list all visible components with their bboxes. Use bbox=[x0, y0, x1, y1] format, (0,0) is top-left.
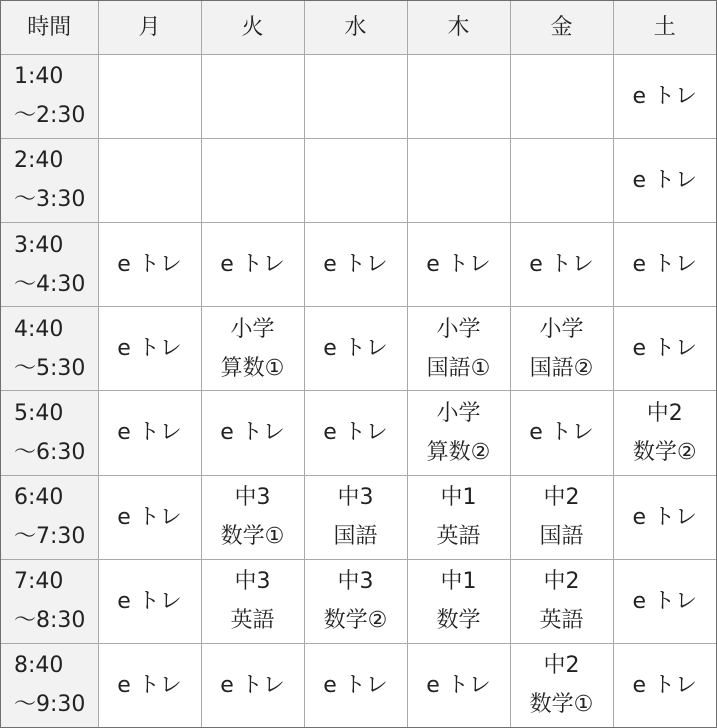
class-cell-wed bbox=[304, 223, 407, 307]
class-label: 数学① bbox=[220, 524, 285, 550]
class-cell-thu bbox=[407, 475, 510, 559]
class-cell-tue bbox=[201, 643, 304, 727]
header-row bbox=[1, 1, 716, 54]
class-cell-mon bbox=[98, 643, 201, 727]
class-label: 小学 bbox=[436, 400, 481, 426]
class-label: e トレ bbox=[117, 252, 182, 278]
class-cell-mon bbox=[98, 475, 201, 559]
class-label: 小学 bbox=[230, 316, 275, 342]
time-start: 6:40 bbox=[14, 485, 64, 511]
class-label: e トレ bbox=[117, 672, 182, 698]
timetable-row bbox=[1, 559, 716, 643]
class-label: 国語② bbox=[529, 355, 594, 381]
class-label: 中2 bbox=[646, 400, 683, 426]
time-end: ～4:30 bbox=[14, 271, 86, 297]
time-end: ～5:30 bbox=[14, 355, 86, 381]
class-cell-thu bbox=[407, 138, 510, 222]
class-cell-sat bbox=[613, 643, 716, 727]
class-cell-mon bbox=[98, 307, 201, 391]
class-cell-mon bbox=[98, 138, 201, 222]
class-label: 中3 bbox=[337, 569, 374, 595]
class-label: 英語 bbox=[539, 608, 584, 634]
class-cell-fri bbox=[510, 643, 613, 727]
class-cell-wed bbox=[304, 54, 407, 138]
time-slot bbox=[1, 54, 98, 138]
class-label: e トレ bbox=[426, 252, 491, 278]
timetable-row bbox=[1, 391, 716, 475]
class-label: 中3 bbox=[234, 485, 271, 511]
class-cell-wed bbox=[304, 391, 407, 475]
class-label: e トレ bbox=[632, 504, 698, 530]
class-cell-tue bbox=[201, 391, 304, 475]
class-label: 中1 bbox=[440, 485, 477, 511]
time-end: ～7:30 bbox=[14, 524, 86, 550]
time-start: 2:40 bbox=[14, 148, 64, 174]
class-label: 数学 bbox=[436, 608, 481, 634]
class-cell-sat bbox=[613, 559, 716, 643]
time-end: ～3:30 bbox=[14, 187, 86, 213]
class-label: e トレ bbox=[632, 336, 698, 362]
class-cell-mon bbox=[98, 223, 201, 307]
class-cell-wed bbox=[304, 643, 407, 727]
header-day-tue: 火 bbox=[201, 1, 304, 54]
time-slot bbox=[1, 307, 98, 391]
class-label: e トレ bbox=[323, 420, 388, 446]
time-end: ～9:30 bbox=[14, 692, 86, 718]
header-day-fri: 金 bbox=[510, 1, 613, 54]
class-cell-tue bbox=[201, 223, 304, 307]
class-label: 小学 bbox=[539, 316, 584, 342]
class-label: 算数② bbox=[426, 439, 491, 465]
class-label: e トレ bbox=[117, 504, 182, 530]
class-cell-wed bbox=[304, 475, 407, 559]
class-cell-thu bbox=[407, 643, 510, 727]
class-label: 中3 bbox=[337, 485, 374, 511]
class-cell-mon bbox=[98, 391, 201, 475]
timetable-row bbox=[1, 54, 716, 138]
time-start: 4:40 bbox=[14, 316, 64, 342]
class-cell-mon bbox=[98, 54, 201, 138]
class-label: e トレ bbox=[117, 588, 182, 614]
header-day-mon: 月 bbox=[98, 1, 201, 54]
class-label: 英語 bbox=[230, 608, 275, 634]
timetable-row bbox=[1, 643, 716, 727]
class-cell-tue bbox=[201, 54, 304, 138]
class-label: e トレ bbox=[117, 420, 182, 446]
class-label: 国語 bbox=[333, 524, 378, 550]
time-start: 5:40 bbox=[14, 400, 64, 426]
time-end: ～2:30 bbox=[14, 103, 86, 129]
class-label: e トレ bbox=[632, 167, 698, 193]
class-label: 中2 bbox=[543, 485, 580, 511]
class-cell-wed bbox=[304, 559, 407, 643]
class-label: e トレ bbox=[529, 252, 594, 278]
class-label: 小学 bbox=[436, 316, 481, 342]
timetable-row bbox=[1, 307, 716, 391]
class-cell-thu bbox=[407, 54, 510, 138]
class-label: 中3 bbox=[234, 569, 271, 595]
class-label: e トレ bbox=[323, 336, 388, 362]
class-cell-fri bbox=[510, 54, 613, 138]
time-end: ～8:30 bbox=[14, 608, 86, 634]
class-label: 中2 bbox=[543, 653, 580, 679]
class-label: 国語① bbox=[426, 355, 491, 381]
timetable-row bbox=[1, 475, 716, 559]
class-label: e トレ bbox=[323, 252, 388, 278]
class-cell-thu bbox=[407, 391, 510, 475]
class-cell-fri bbox=[510, 391, 613, 475]
class-label: e トレ bbox=[632, 672, 698, 698]
class-cell-sat bbox=[613, 138, 716, 222]
header-day-wed: 水 bbox=[304, 1, 407, 54]
class-cell-fri bbox=[510, 138, 613, 222]
time-slot bbox=[1, 643, 98, 727]
time-slot bbox=[1, 475, 98, 559]
class-label: e トレ bbox=[632, 83, 698, 109]
class-cell-fri bbox=[510, 475, 613, 559]
timetable-row bbox=[1, 223, 716, 307]
class-label: e トレ bbox=[220, 252, 285, 278]
class-cell-fri bbox=[510, 307, 613, 391]
time-start: 1:40 bbox=[14, 64, 64, 90]
class-label: 英語 bbox=[436, 524, 481, 550]
time-start: 3:40 bbox=[14, 232, 64, 258]
class-cell-tue bbox=[201, 559, 304, 643]
class-label: 数学② bbox=[632, 439, 697, 465]
class-label: e トレ bbox=[632, 588, 698, 614]
class-cell-mon bbox=[98, 559, 201, 643]
class-label: e トレ bbox=[117, 336, 182, 362]
class-cell-sat bbox=[613, 54, 716, 138]
timetable-row bbox=[1, 138, 716, 222]
class-label: e トレ bbox=[529, 420, 594, 446]
class-cell-sat bbox=[613, 475, 716, 559]
class-label: 中1 bbox=[440, 569, 477, 595]
class-label: e トレ bbox=[220, 420, 285, 446]
time-slot bbox=[1, 138, 98, 222]
class-cell-thu bbox=[407, 223, 510, 307]
class-cell-fri bbox=[510, 559, 613, 643]
time-start: 7:40 bbox=[14, 569, 64, 595]
class-label: e トレ bbox=[426, 672, 491, 698]
class-label: 数学① bbox=[529, 692, 594, 718]
class-cell-thu bbox=[407, 307, 510, 391]
time-slot bbox=[1, 223, 98, 307]
class-cell-wed bbox=[304, 307, 407, 391]
class-cell-sat bbox=[613, 391, 716, 475]
class-label: 算数① bbox=[220, 355, 285, 381]
class-label: e トレ bbox=[632, 252, 698, 278]
class-cell-sat bbox=[613, 223, 716, 307]
class-cell-sat bbox=[613, 307, 716, 391]
time-slot bbox=[1, 559, 98, 643]
class-label: e トレ bbox=[220, 672, 285, 698]
time-slot bbox=[1, 391, 98, 475]
header-day-thu: 木 bbox=[407, 1, 510, 54]
class-cell-fri bbox=[510, 223, 613, 307]
class-label: 国語 bbox=[539, 524, 584, 550]
header-day-sat: 土 bbox=[613, 1, 716, 54]
time-start: 8:40 bbox=[14, 653, 64, 679]
class-cell-thu bbox=[407, 559, 510, 643]
class-cell-tue bbox=[201, 138, 304, 222]
time-end: ～6:30 bbox=[14, 439, 86, 465]
class-cell-wed bbox=[304, 138, 407, 222]
class-label: e トレ bbox=[323, 672, 388, 698]
timetable bbox=[1, 1, 716, 727]
class-label: 数学② bbox=[323, 608, 388, 634]
class-cell-tue bbox=[201, 475, 304, 559]
header-time: 時間 bbox=[1, 1, 98, 54]
class-label: 中2 bbox=[543, 569, 580, 595]
class-cell-tue bbox=[201, 307, 304, 391]
